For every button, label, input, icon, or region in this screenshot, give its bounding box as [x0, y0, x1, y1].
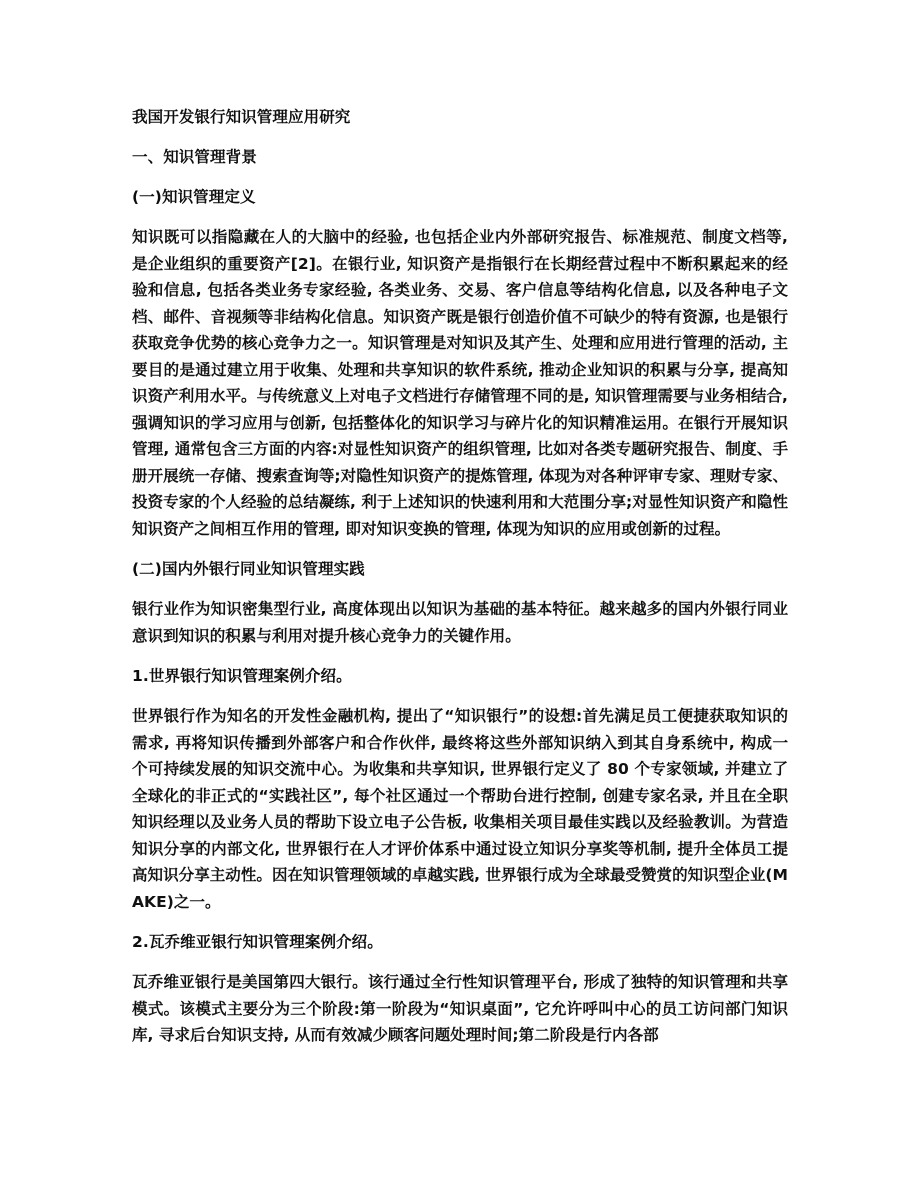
- item-heading-world-bank-case: 1.世界银行知识管理案例介绍。: [132, 667, 352, 685]
- section-heading-background: 一、知识管理背景: [132, 148, 257, 166]
- page-title: 我国开发银行知识管理应用研究: [132, 108, 351, 126]
- subheading-knowledge-management-definition: (一)知识管理定义: [132, 188, 256, 206]
- paragraph-wachovia-case: 瓦乔维亚银行是美国第四大银行。该行通过全行性知识管理平台, 形成了独特的知识管理和共享模式。该模式主要分为三个阶段:第一阶段为“知识桌面”, 它允许呼叫中心的员工访问部门知识库, 寻求后台知识支持, 从而有效减少顾客问题处理时间;第二阶段是行内各部: [132, 973, 788, 1044]
- paragraph-knowledge-management-definition: 知识既可以指隐藏在人的大脑中的经验, 也包括企业内外部研究报告、标准规范、制度文档等, 是企业组织的重要资产[2]。在银行业, 知识资产是指银行在长期经营过程中不断积累起来的经验和信息, 包括各类业务专家经验, 各类业务、交易、客户信息等结构化信息, 以及各种电子文档、邮件、音视频等非结构化信息。知识资产既是银行创造价值不可缺少的特有资源, 也是银行获取竞争优势的核心竞争力之一。知识管理是对知识及其产生、处理和应用进行管理的活动, 主要目的是通过建立用于收集、处理和共享知识的软件系统, 推动企业知识的积累与分享, 提高知识资产利用水平。与传统意义上对电子文档进行存储管理不同的是, 知识管理需要与业务相结合,强调知识的学习应用与创新, 包括整体化的知识学习与碎片化的知识精准运用。在银行开展知识管理, 通常包含三方面的内容:对显性知识资产的组织管理, 比如对各类专题研究报告、制度、手册开展统一存储、搜索查询等;对隐性知识资产的提炼管理, 体现为对各种评审专家、理财专家、投资专家的个人经验的总结凝练, 利于上述知识的快速利用和大范围分享;对显性知识资产和隐性知识资产之间相互作用的管理, 即对知识变换的管理, 体现为知识的应用或创新的过程。: [132, 228, 788, 538]
- paragraph-industry-practice-intro: 银行业作为知识密集型行业, 高度体现出以知识为基础的基本特征。越来越多的国内外银行同业意识到知识的积累与利用对提升核心竞争力的关键作用。: [132, 600, 788, 645]
- subheading-industry-practice: (二)国内外银行同业知识管理实践: [132, 560, 365, 578]
- paragraph-world-bank-case: 世界银行作为知名的开发性金融机构, 提出了“知识银行”的设想:首先满足员工便捷获取知识的需求, 再将知识传播到外部客户和合作伙伴, 最终将这些外部知识纳入到其自身系统中, 构成一个可持续发展的知识交流中心。为收集和共享知识, 世界银行定义了 80 个专家领域, 并建立了全球化的非正式的“实践社区”, 每个社区通过一个帮助台进行控制, 创建专家名录, 并且在全职知识经理以及业务人员的帮助下设立电子公告板, 收集相关项目最佳实践以及经验教训。为营造知识分享的内部文化, 世界银行在人才评价体系中通过设立知识分享奖等机制, 提升全体员工提高知识分享主动性。因在知识管理领域的卓越实践, 世界银行成为全球最受赞赏的知识型企业(MAKE)之一。: [132, 707, 788, 911]
- item-heading-wachovia-case: 2.瓦乔维亚银行知识管理案例介绍。: [132, 933, 383, 951]
- document-content-column: [132, 104, 788, 1049]
